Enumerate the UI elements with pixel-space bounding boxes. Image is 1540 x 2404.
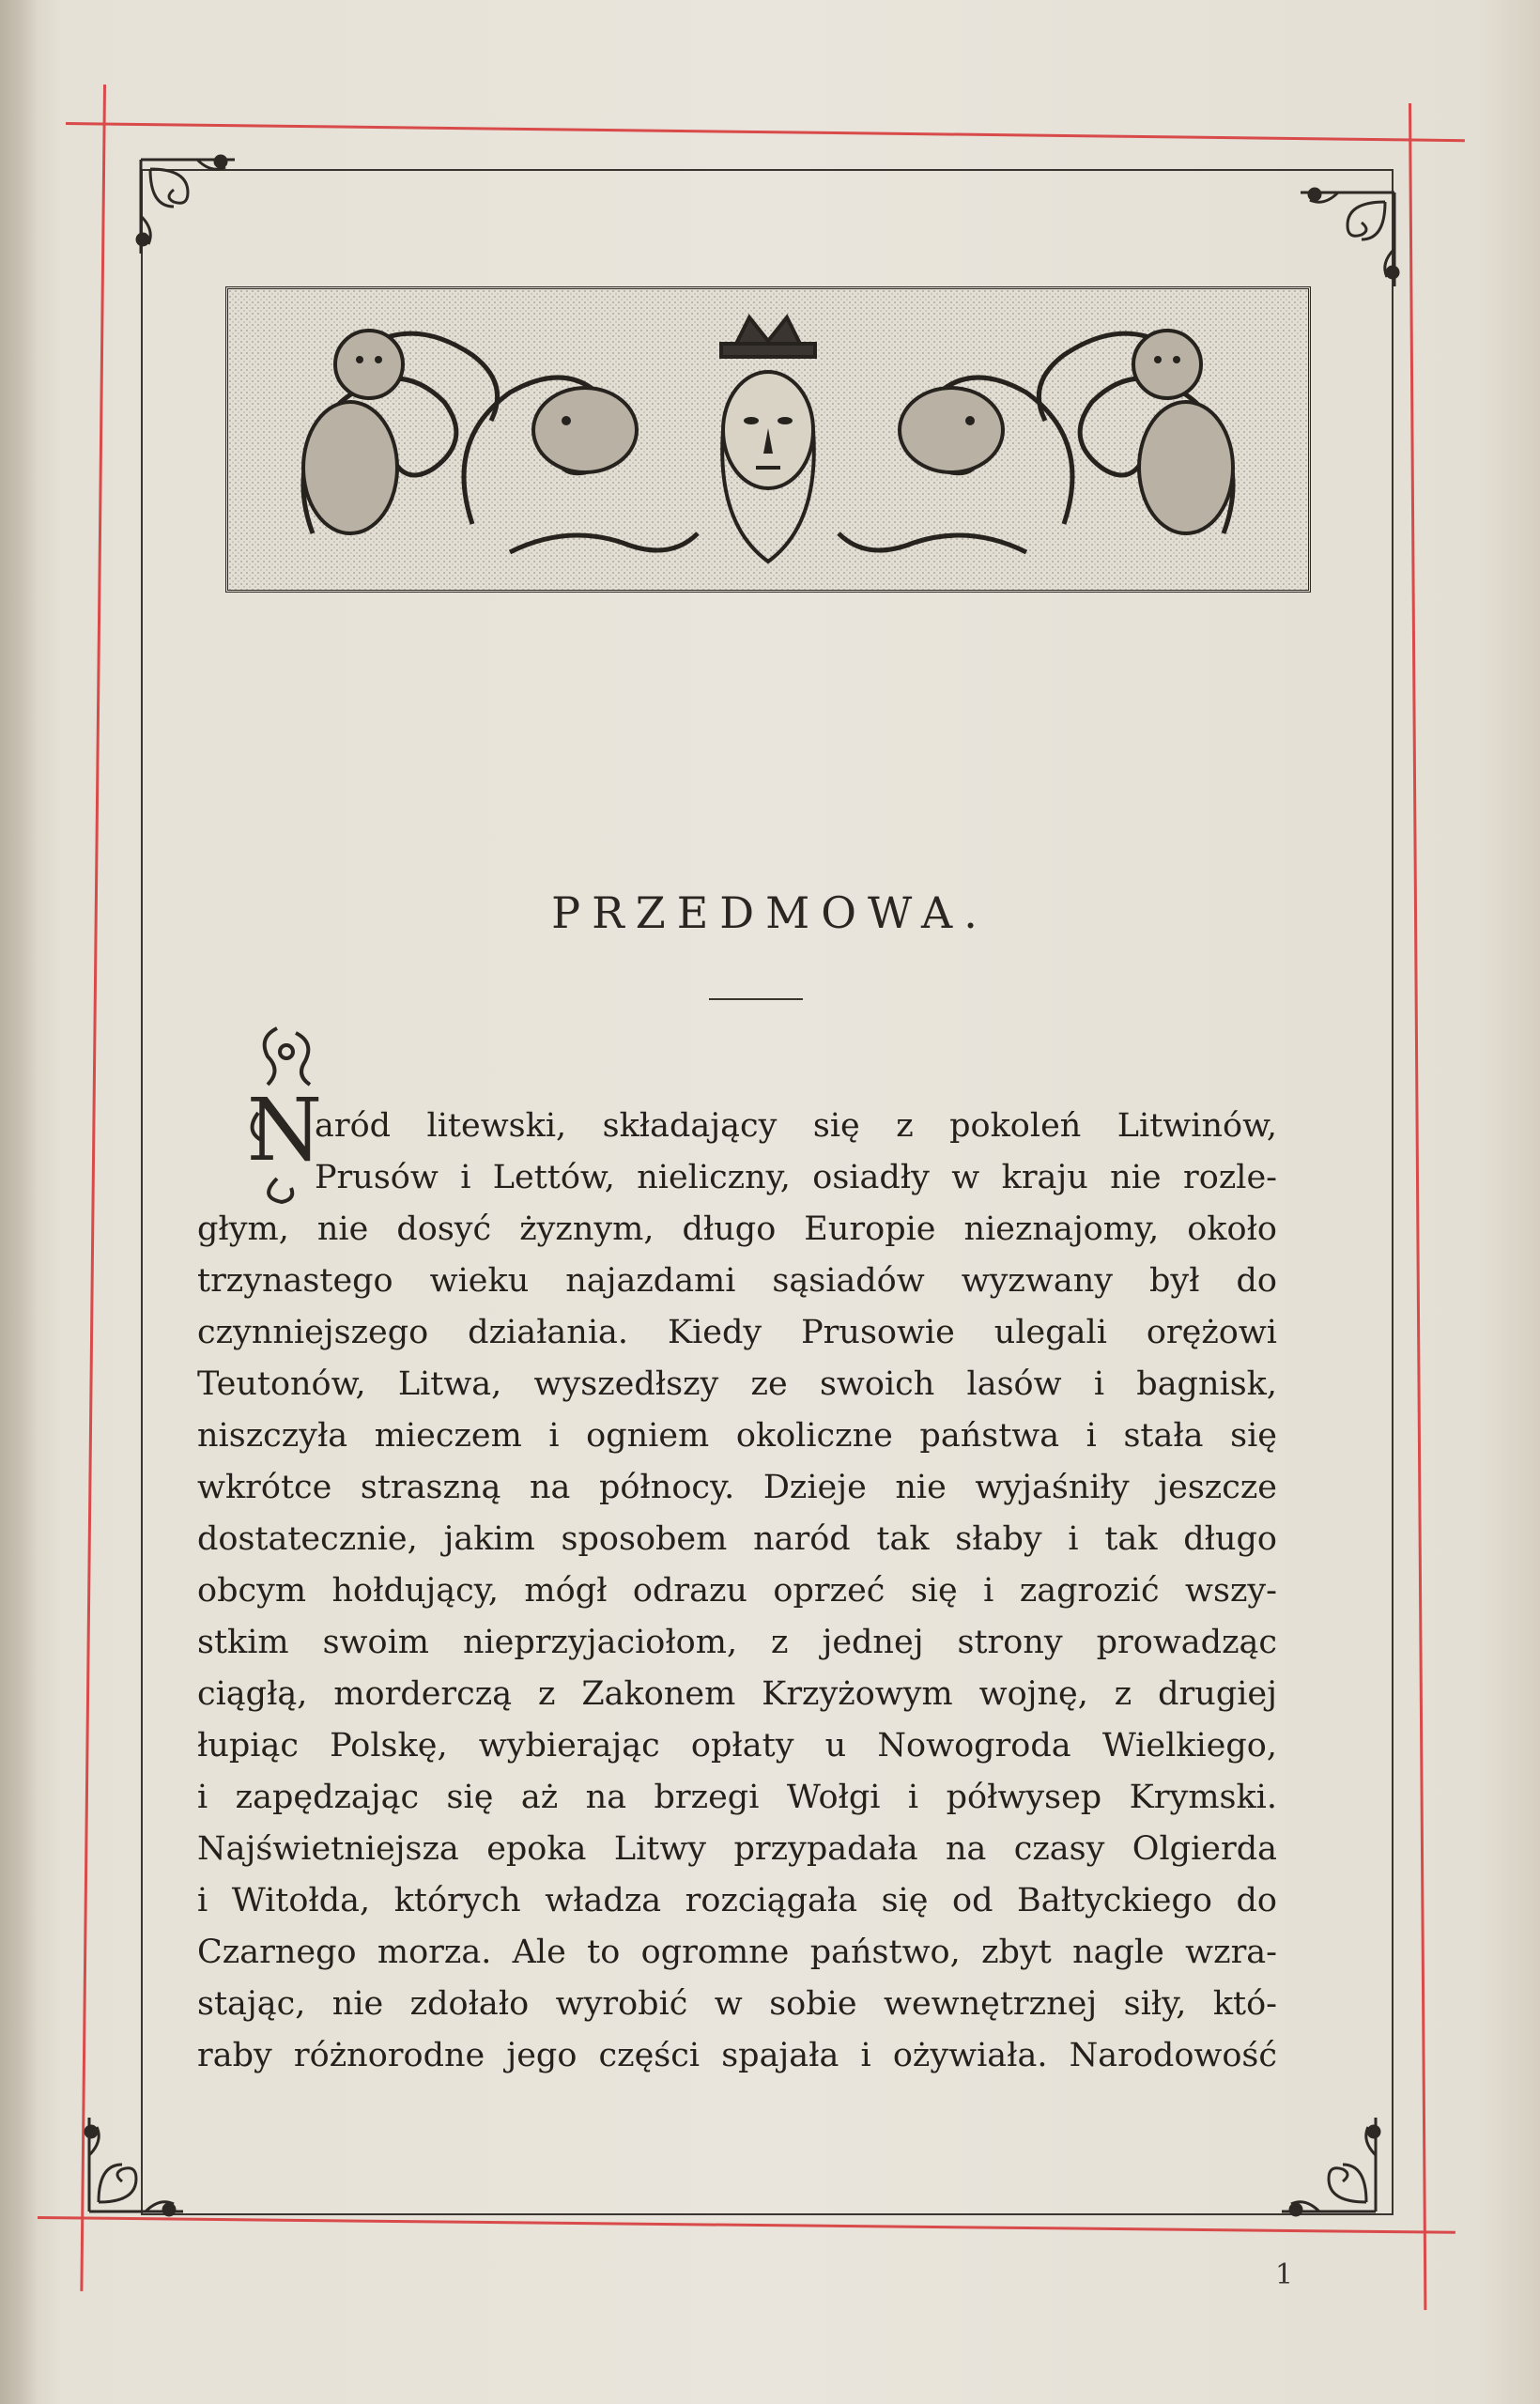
text-line: łupiąc Polskę, wybierając opłaty u Nowogroda Wielkiego, (197, 1727, 1277, 1764)
ornamental-corner-icon (80, 2099, 202, 2221)
text-line: dostatecznie, jakim sposobem naród tak słaby i tak długo (197, 1520, 1277, 1558)
text-line: wkrótce straszną na północy. Dzieje nie wyjaśniły jeszcze (197, 1469, 1277, 1506)
page-title: PRZEDMOWA. (551, 887, 989, 938)
ornamental-corner-icon (131, 150, 254, 272)
red-rule-bottom (38, 2216, 1455, 2234)
red-rule-left (80, 85, 106, 2291)
text-line: Prusów i Lettów, nieliczny, osiadły w kraju nie rozle- (315, 1159, 1277, 1196)
text-line: stając, nie zdołało wyrobić w sobie wewnętrznej siły, któ- (197, 1985, 1277, 2023)
text-line: obcym hołdujący, mógł odrazu oprzeć się i zagrozić wszy- (197, 1572, 1277, 1610)
text-line: trzynastego wieku najazdami sąsiadów wyzwany był do (197, 1262, 1277, 1300)
spine-shadow (0, 0, 38, 2404)
text-line: aród litewski, składający się z pokoleń Litwinów, (315, 1107, 1277, 1145)
text-line: głym, nie dosyć żyznym, długo Europie nieznajomy, około (197, 1210, 1277, 1248)
text-line: czynniejszego działania. Kiedy Prusowie ulegali orężowi (197, 1314, 1277, 1351)
title-underline (709, 998, 803, 1000)
text-line: niszczyła mieczem i ogniem okoliczne państwa i stała się (197, 1417, 1277, 1455)
ornamental-corner-icon (1263, 2099, 1385, 2221)
text-line: ciągłą, morderczą z Zakonem Krzyżowym wojnę, z drugiej (197, 1675, 1277, 1713)
engraved-headpiece-icon (225, 286, 1311, 593)
text-line: stkim swoim nieprzyjaciołom, z jednej strony prowadząc (197, 1624, 1277, 1661)
text-line: Najświetniejsza epoka Litwy przypadała na czasy Olgierda (197, 1830, 1277, 1868)
page-number: 1 (1275, 2258, 1294, 2291)
red-rule-right (1409, 103, 1426, 2310)
text-line: i zapędzając się aż na brzegi Wołgi i półwysep Krymski. (197, 1779, 1277, 1816)
text-line: Czarnego morza. Ale to ogromne państwo, zbyt nagle wzra- (197, 1934, 1277, 1971)
text-line: Teutonów, Litwa, wyszedłszy ze swoich lasów i bagnisk, (197, 1365, 1277, 1403)
body-text (197, 1101, 1277, 2082)
text-line: raby różnorodne jego części spajała i ożywiała. Narodowość (197, 2037, 1277, 2074)
text-line: i Witołda, których władza rozciągała się od Bałtyckiego do (197, 1882, 1277, 1919)
red-rule-top (66, 122, 1465, 142)
drop-cap-letter: N (246, 1080, 323, 1180)
